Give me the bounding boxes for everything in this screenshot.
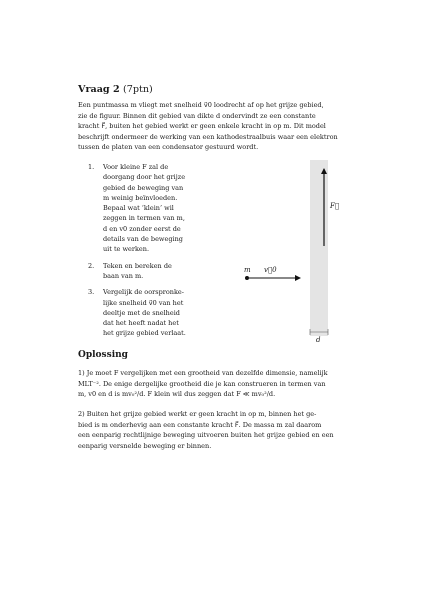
thickness-label: d bbox=[316, 336, 321, 344]
solution-line: 2) Buiten het grijze gebied werkt er geen kracht in op m, binnen het ge- bbox=[78, 410, 317, 418]
question-heading bbox=[78, 84, 153, 95]
item-number: 1. bbox=[88, 163, 95, 171]
solution-title: Oplossing bbox=[78, 350, 128, 360]
solution-line: bied is m onderhevig aan een constante kracht F⃗. De massa m zal daarom bbox=[78, 420, 322, 429]
mass-dot bbox=[245, 276, 249, 280]
force-label: F⃗ bbox=[330, 202, 340, 210]
list-item bbox=[88, 162, 196, 255]
figure-drawing bbox=[230, 160, 360, 350]
item-number: 2. bbox=[88, 261, 95, 270]
solution-line: 1) Je moet F vergelijken met een grootheid van dezelfde dimensie, namelijk bbox=[78, 369, 328, 377]
item-line: het grijze gebied verlaat. bbox=[103, 329, 186, 338]
intro-line: kracht F⃗, buiten het gebied werkt er geen enkele kracht in op m. Dit model bbox=[78, 122, 326, 131]
mass-label: m bbox=[244, 266, 251, 274]
intro-line: zie de figuur. Binnen dit gebied van dikte d ondervindt ze een constante bbox=[78, 111, 316, 120]
solution-paragraph-2 bbox=[78, 409, 346, 451]
item-line: details van de beweging bbox=[103, 235, 183, 244]
intro-line: beschrijft ondermeer de werking van een kathodestraalbuis waar een elektron bbox=[78, 132, 338, 141]
item-line: baan van m. bbox=[103, 271, 144, 280]
solution-line: m, v0 en d is mv₀²/d. F klein wil dus zeggen dat F ≪ mv₀²/d. bbox=[78, 390, 276, 399]
question-list bbox=[88, 162, 196, 345]
question-intro bbox=[78, 100, 346, 153]
item-line: uit te werken. bbox=[103, 245, 150, 254]
item-line: lijke snelheid v⃗0 van het bbox=[103, 298, 184, 307]
item-line: dat het heeft nadat het bbox=[103, 319, 179, 328]
item-line: doorgang door het grijze bbox=[103, 173, 186, 182]
intro-line: Een puntmassa m vliegt met snelheid v⃗0 loodrecht af op het grijze gebied, bbox=[78, 101, 324, 109]
item-line: Vergelijk de oorspronke- bbox=[103, 288, 184, 297]
item-number: 3. bbox=[88, 288, 95, 297]
velocity-label: v⃗0 bbox=[264, 266, 277, 274]
item-line: Voor kleine F zal de bbox=[103, 163, 169, 171]
item-line: d en v0 zonder eerst de bbox=[103, 224, 181, 233]
solution-line: eenparig versnelde beweging er binnen. bbox=[78, 441, 212, 450]
item-line: gebied de beweging van bbox=[103, 183, 184, 192]
item-line: Teken en bereken de bbox=[103, 261, 172, 270]
figure bbox=[230, 160, 360, 350]
item-line: m weinig beïnvloeden. bbox=[103, 193, 178, 202]
item-line: Bepaal wat ‘klein’ wil bbox=[103, 204, 174, 213]
intro-line: tussen de platen van een condensator gestuurd wordt. bbox=[78, 143, 259, 152]
list-item bbox=[88, 261, 196, 282]
item-line: deeltje met de snelheid bbox=[103, 308, 180, 317]
question-title: Vraag 2 bbox=[78, 84, 120, 95]
solution-line: een eenparig rechtlijnige beweging uitvoeren buiten het grijze gebied en een bbox=[78, 431, 334, 440]
solution-line: MLT⁻². De enige dergelijke grootheid die je kan construeren in termen van bbox=[78, 379, 326, 388]
item-line: zeggen in termen van m, bbox=[103, 214, 185, 223]
list-item bbox=[88, 287, 196, 338]
question-points: (7ptn) bbox=[123, 84, 153, 95]
solution-paragraph-1 bbox=[78, 368, 346, 400]
